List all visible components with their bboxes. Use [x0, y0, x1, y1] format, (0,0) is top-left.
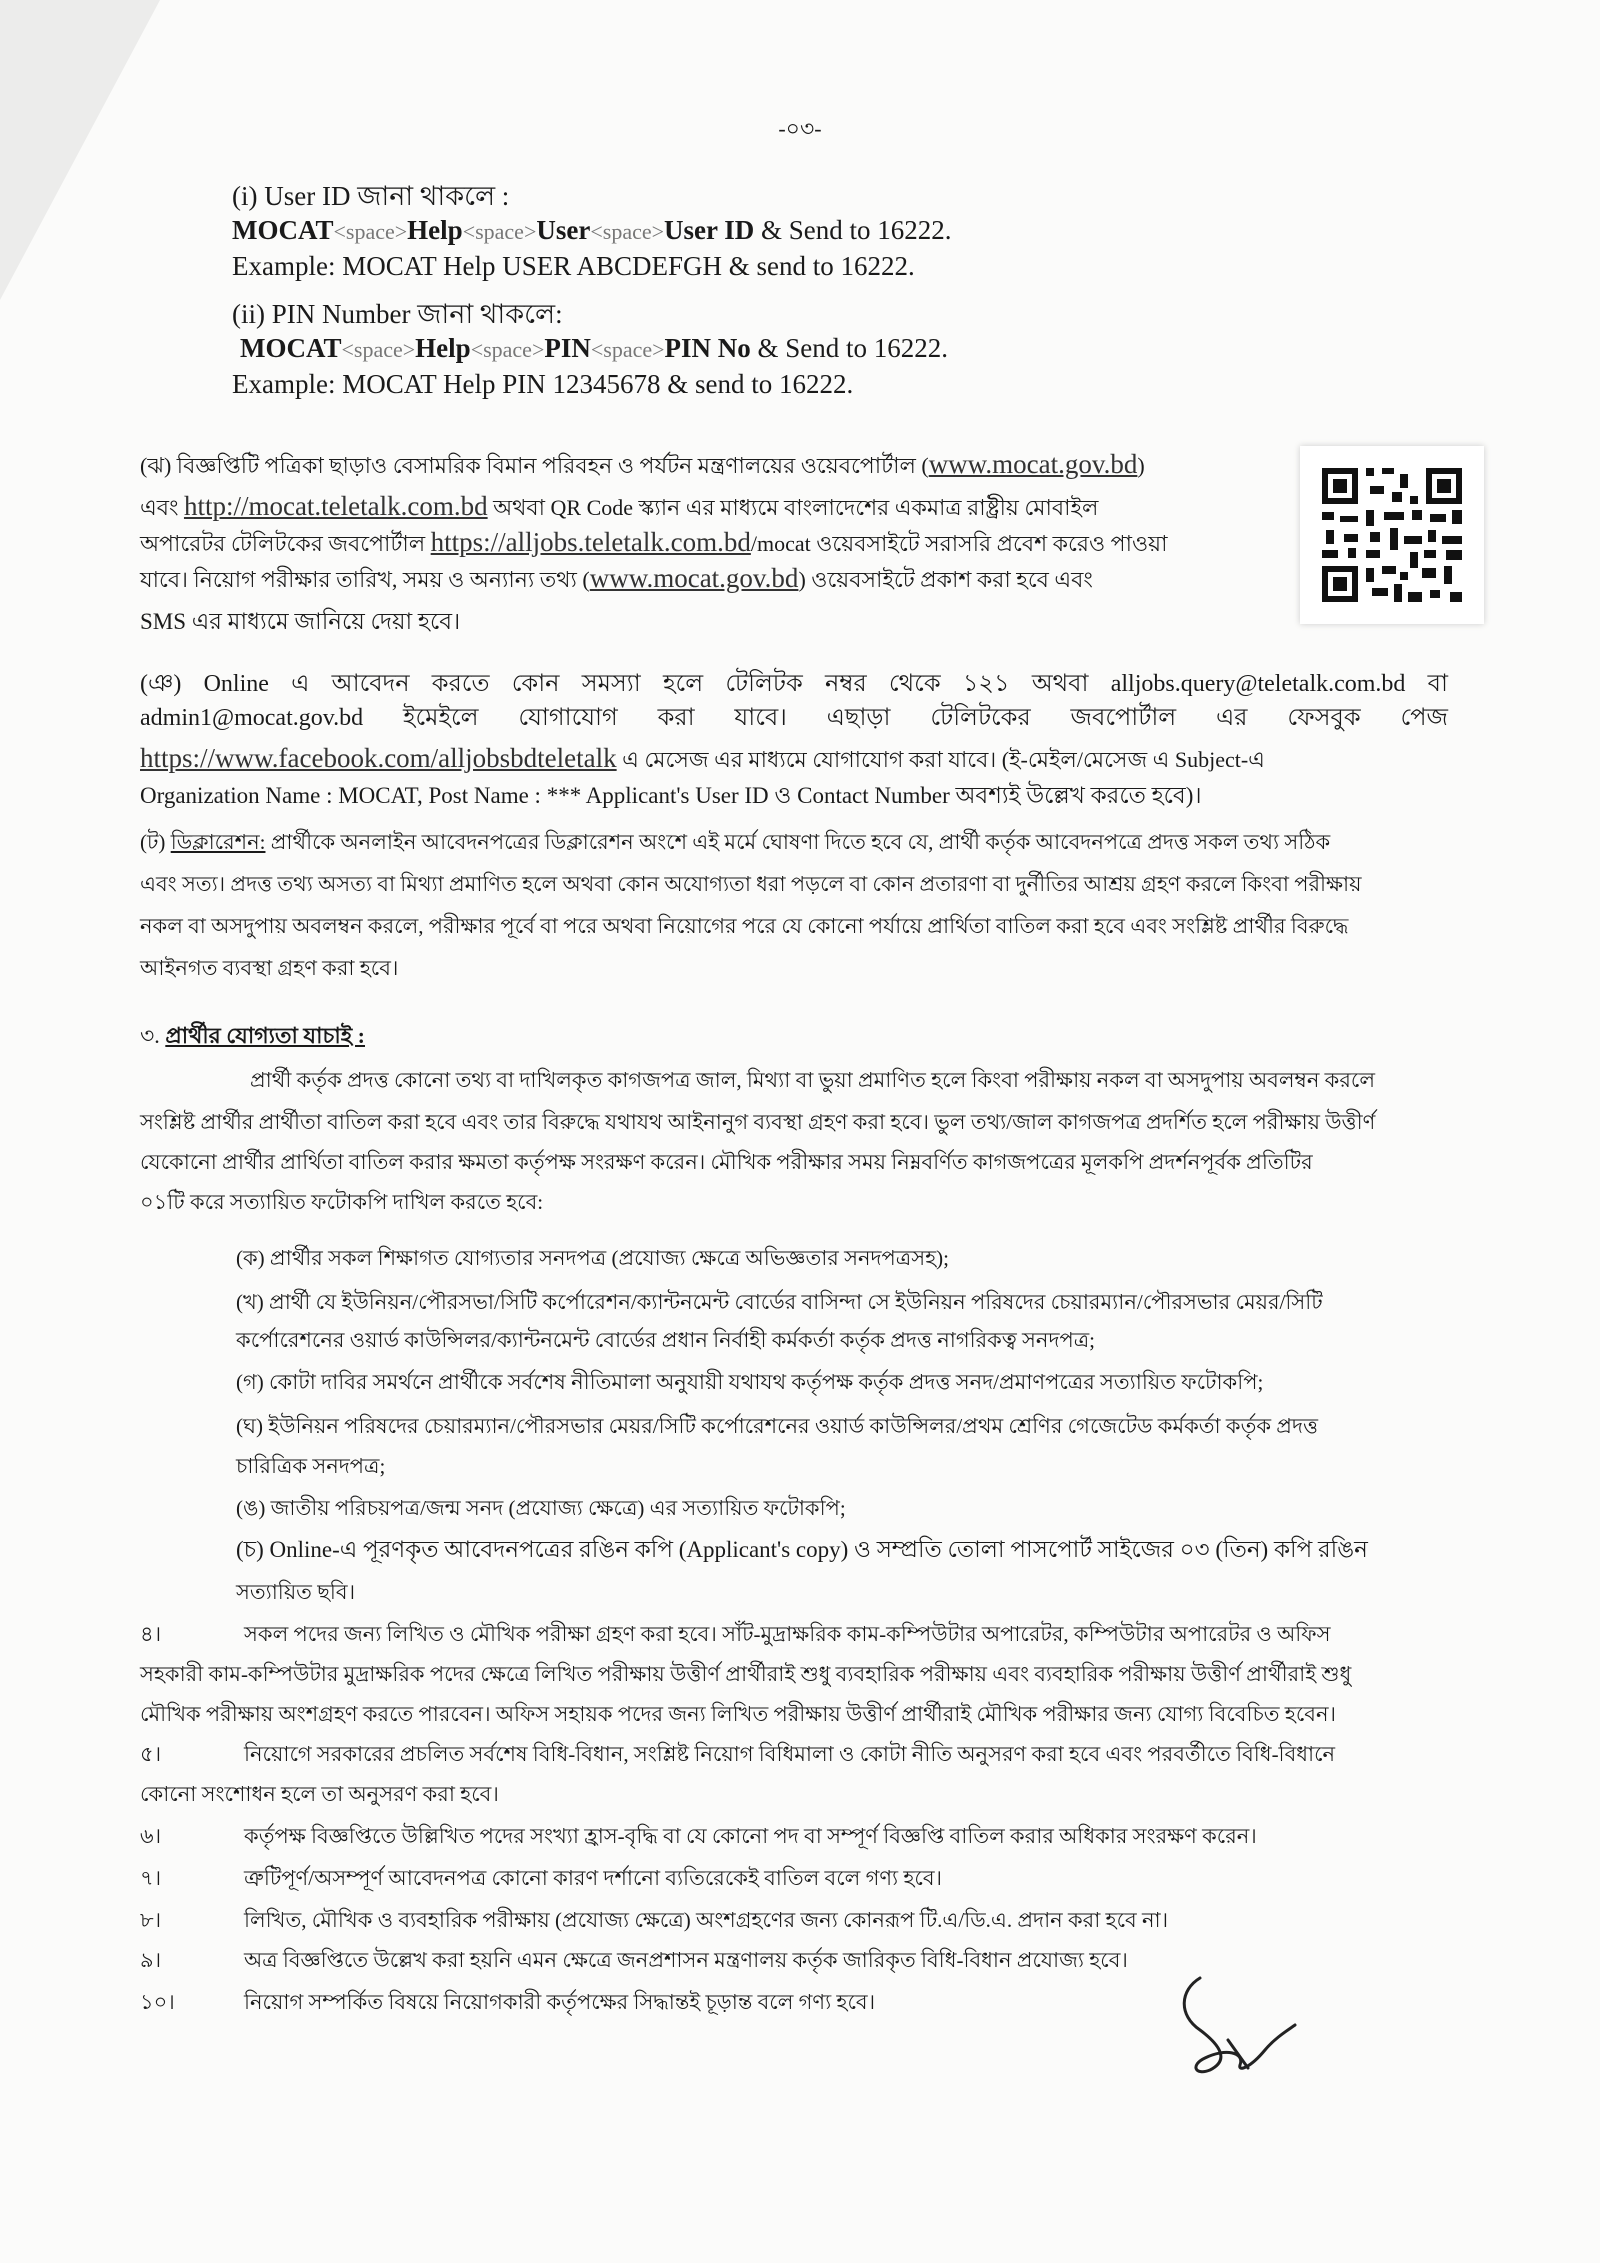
sms-space: <space> [341, 337, 416, 362]
ta-line-3: নকল বা অসদুপায় অবলম্বন করলে, পরীক্ষার পূর্বে বা পরে অথবা নিয়োগের পরে যে কোনো পর্যায়ে প্রার্থিতা বাতিল করা হবে এবং সংশ্লিষ্ট প্রার্থীর বিরুদ্ধে [140, 914, 1349, 938]
document-list-item: চারিত্রিক সনদপত্র; [236, 1454, 386, 1478]
signature [1170, 1970, 1300, 2080]
alljobs-link[interactable]: https://alljobs.teletalk.com.bd [430, 527, 751, 557]
item-number-6: ৬। [140, 1824, 162, 1848]
facebook-page-link[interactable]: https://www.facebook.com/alljobsbdteletalk [140, 743, 617, 773]
document-list-item: (ঘ) ইউনিয়ন পরিষদের চেয়ারম্যান/পৌরসভার মেয়র/সিটি কর্পোরেশনের ওয়ার্ড কাউন্সিলর/প্রথম শ্রেণির গেজেটেড কর্মকর্তা কর্তৃক প্রদত্ত [236, 1414, 1319, 1438]
nya-line-1: (ঞ) Online এ আবেদন করতে কোন সমস্যা হলে টেলিটক নম্বর থেকে ১২১ অথবা alljobs.query@teletalk.com.bd বা [140, 671, 1448, 697]
nya-line-3 [140, 740, 1265, 778]
sms-user-id-label: (i) User ID জানা থাকলে : [232, 181, 510, 211]
declaration-heading: ডিক্লারেশন: [170, 830, 266, 854]
item-4-line-3: মৌখিক পরীক্ষায় অংশগ্রহণ করতে পারবেন। অফিস সহায়ক পদের জন্য লিখিত পরীক্ষায় উত্তীর্ণ প্রার্থীরাই মৌখিক পরীক্ষার জন্য যোগ্য বিবেচিত হবেন। [140, 1702, 1337, 1726]
section-3-para-2: সংশ্লিষ্ট প্রার্থীর প্রার্থীতা বাতিল করা হবে এবং তার বিরুদ্ধে যথাযথ আইনানুগ ব্যবস্থা গ্রহণ করা হবে। ভুল তথ্য/জাল কাগজপত্র প্রদর্শিত হলে পরীক্ষায় উত্তীর্ণ [140, 1110, 1376, 1134]
sms-user: User [536, 215, 591, 245]
jha-line-5: SMS এর মাধ্যমে জানিয়ে দেয়া হবে। [140, 609, 461, 634]
teletalk-mocat-link[interactable]: http://mocat.teletalk.com.bd [183, 491, 488, 521]
ta-prefix: (ট) [140, 830, 171, 854]
jha-line-1 [140, 446, 1145, 484]
sms-send: & Send to 16222. [750, 333, 949, 363]
jha-text: /mocat ওয়েবসাইটে সরাসরি প্রবেশ করেও পাওয়া [750, 531, 1168, 556]
sms-pin-no: PIN No [664, 333, 751, 363]
sms-pin-example: Example: MOCAT Help PIN 12345678 & send to 16222. [232, 369, 854, 399]
sms-pin: PIN [544, 333, 591, 363]
section-3-para-3: যেকোনো প্রার্থীর প্রার্থিতা বাতিল করার ক্ষমতা কর্তৃপক্ষ সংরক্ষণ করেন। মৌখিক পরীক্ষার সময় নিম্নবর্ণিত কাগজপত্রের মূলকপি প্রদর্শনপূর্বক প্রতিটির [140, 1150, 1313, 1174]
item-7-text: ত্রুটিপূর্ণ/অসম্পূর্ণ আবেদনপত্র কোনো কারণ দর্শানো ব্যতিরেকেই বাতিল বলে গণ্য হবে। [244, 1866, 943, 1890]
sms-help: Help [415, 333, 471, 363]
item-6-text: কর্তৃপক্ষ বিজ্ঞপ্তিতে উল্লিখিত পদের সংখ্যা হ্রাস-বৃদ্ধি বা যে কোনো পদ বা সম্পূর্ণ বিজ্ঞপ্তি বাতিল করার অধিকার সংরক্ষণ করেন। [244, 1824, 1257, 1848]
ta-line-1 [140, 824, 1330, 860]
jha-text: ) [1137, 453, 1145, 478]
sms-space: <space> [470, 337, 545, 362]
nya-line-4: Organization Name : MOCAT, Post Name : *** Applicant's User ID ও Contact Number অবশ্যই উল্লেখ করতে হবে)। [140, 783, 1202, 808]
section-3-heading [140, 1018, 365, 1054]
sms-help: Help [407, 215, 463, 245]
jha-text: (ঝ) বিজ্ঞপ্তিটি পত্রিকা ছাড়াও বেসামরিক বিমান পরিবহন ও পর্যটন মন্ত্রণালয়ের ওয়েবপোর্টাল ( [140, 453, 929, 478]
sms-send: & Send to 16222. [754, 215, 952, 245]
sms-pin-label: (ii) PIN Number জানা থাকলে: [232, 299, 563, 329]
item-number-5: ৫। [140, 1742, 162, 1766]
jha-text: অথবা QR Code স্ক্যান এর মাধ্যমে বাংলাদেশের একমাত্র রাষ্ট্রীয় মোবাইল [487, 495, 1099, 520]
jha-text: এবং [140, 495, 184, 520]
sms-user-id-example: Example: MOCAT Help USER ABCDEFGH & send to 16222. [232, 251, 915, 281]
sms-mocat: MOCAT [232, 215, 334, 245]
item-number-8: ৮। [140, 1908, 162, 1932]
jha-text: যাবে। নিয়োগ পরীক্ষার তারিখ, সময় ও অন্যান্য তথ্য ( [140, 567, 590, 592]
mocat-website-link[interactable]: www.mocat.gov.bd [928, 449, 1138, 479]
document-list-item: (ঙ) জাতীয় পরিচয়পত্র/জন্ম সনদ (প্রযোজ্য ক্ষেত্রে) এর সত্যায়িত ফটোকপি; [236, 1496, 846, 1520]
item-number-10: ১০। [140, 1990, 175, 2014]
ta-line-4: আইনগত ব্যবস্থা গ্রহণ করা হবে। [140, 956, 399, 980]
document-list-item: সত্যায়িত ছবি। [236, 1580, 356, 1604]
item-8-text: লিখিত, মৌখিক ও ব্যবহারিক পরীক্ষায় (প্রযোজ্য ক্ষেত্রে) অংশগ্রহণের জন্য কোনরূপ টি.এ/ডি.এ. প্রদান করা হবে না। [244, 1908, 1169, 1932]
document-list-item: কর্পোরেশনের ওয়ার্ড কাউন্সিলর/ক্যান্টনমেন্ট বোর্ডের প্রধান নির্বাহী কর্মকর্তা কর্তৃক প্রদত্ত নাগরিকত্ব সনদপত্র; [236, 1328, 1096, 1352]
qr-code[interactable] [1300, 446, 1484, 624]
item-10-text: নিয়োগ সম্পর্কিত বিষয়ে নিয়োগকারী কর্তৃপক্ষের সিদ্ধান্তই চূড়ান্ত বলে গণ্য হবে। [244, 1990, 876, 2014]
sms-space: <space> [462, 219, 537, 244]
sms-user-id: User ID [664, 215, 755, 245]
item-4-line-2: সহকারী কাম-কম্পিউটার মুদ্রাক্ষরিক পদের ক্ষেত্রে লিখিত পরীক্ষায় উত্তীর্ণ প্রার্থীরাই শুধু ব্যবহারিক পরীক্ষায় এবং ব্যবহারিক পরীক্ষায় উত্তীর্ণ প্রার্থীরাই শুধু [140, 1662, 1352, 1686]
section-number: ৩. [140, 1023, 166, 1048]
sms-pin-format [240, 330, 948, 368]
item-number-4: ৪। [140, 1622, 162, 1646]
jha-line-3 [140, 524, 1167, 562]
ta-text: প্রার্থীকে অনলাইন আবেদনপত্রের ডিক্লারেশন অংশে এই মর্মে ঘোষণা দিতে হবে যে, প্রার্থী কর্তৃক আবেদনপত্রে প্রদত্ত সকল তথ্য সঠিক [265, 830, 1331, 854]
section-3-para-4: ০১টি করে সত্যায়িত ফটোকপি দাখিল করতে হবে: [140, 1190, 544, 1214]
jha-line-2 [140, 488, 1098, 526]
item-number-9: ৯। [140, 1948, 162, 1972]
page-number: -০৩- [778, 116, 822, 141]
jha-text: অপারেটর টেলিটকের জবপোর্টাল [140, 531, 431, 556]
nya-line-2: admin1@mocat.gov.bd ইমেইলে যোগাযোগ করা যাবে। এছাড়া টেলিটকের জবপোর্টাল এর ফেসবুক পেজ [140, 705, 1448, 731]
section-3-para-1: প্রার্থী কর্তৃক প্রদত্ত কোনো তথ্য বা দাখিলকৃত কাগজপত্র জাল, মিথ্যা বা ভুয়া প্রমাণিত হলে কিংবা পরীক্ষায় নকল বা অসদুপায় অবলম্বন করলে [250, 1068, 1375, 1092]
document-list-item: (চ) Online-এ পূরণকৃত আবেদনপত্রের রঙিন কপি (Applicant's copy) ও সম্প্রতি তোলা পাসপোর্ট সাইজের ০৩ (তিন) কপি রঙিন [236, 1537, 1368, 1562]
item-5-line-2: কোনো সংশোধন হলে তা অনুসরণ করা হবে। [140, 1782, 499, 1806]
sms-mocat: MOCAT [240, 333, 342, 363]
mocat-website-link[interactable]: www.mocat.gov.bd [589, 563, 799, 593]
document-list-item: (খ) প্রার্থী যে ইউনিয়ন/পৌরসভা/সিটি কর্পোরেশন/ক্যান্টনমেন্ট বোর্ডের বাসিন্দা সে ইউনিয়ন পরিষদের চেয়ারম্যান/পৌরসভার মেয়র/সিটি [236, 1290, 1323, 1314]
jha-line-4 [140, 560, 1093, 598]
qr-code-image [1300, 446, 1484, 624]
sms-user-id-format [232, 212, 952, 250]
sms-space: <space> [590, 337, 665, 362]
item-4-line-1: সকল পদের জন্য লিখিত ও মৌখিক পরীক্ষা গ্রহণ করা হবে। সাঁট-মুদ্রাক্ষরিক কাম-কম্পিউটার অপারেটর, কম্পিউটার অপারেটর ও অফিস [244, 1622, 1331, 1646]
document-list-item: (ক) প্রার্থীর সকল শিক্ষাগত যোগ্যতার সনদপত্র (প্রযোজ্য ক্ষেত্রে অভিজ্ঞতার সনদপত্রসহ); [236, 1246, 949, 1270]
item-9-text: অত্র বিজ্ঞপ্তিতে উল্লেখ করা হয়নি এমন ক্ষেত্রে জনপ্রশাসন মন্ত্রণালয় কর্তৃক জারিকৃত বিধি-বিধান প্রযোজ্য হবে। [244, 1948, 1128, 1972]
page-fold-corner [0, 0, 160, 300]
item-5-line-1: নিয়োগে সরকারের প্রচলিত সর্বশেষ বিধি-বিধান, সংশ্লিষ্ট নিয়োগ বিধিমালা ও কোটা নীতি অনুসরণ করা হবে এবং পরবর্তীতে বিধি-বিধানে [244, 1742, 1336, 1766]
sms-space: <space> [590, 219, 665, 244]
jha-text: ) ওয়েবসাইটে প্রকাশ করা হবে এবং [798, 567, 1093, 592]
sms-space: <space> [333, 219, 408, 244]
nya-text: এ মেসেজ এর মাধ্যমে যোগাযোগ করা যাবে। (ই-মেইল/মেসেজ এ Subject-এ [616, 747, 1265, 772]
document-list-item: (গ) কোটা দাবির সমর্থনে প্রার্থীকে সর্বশেষ নীতিমালা অনুযায়ী যথাযথ কর্তৃপক্ষ কর্তৃক প্রদত্ত সনদ/প্রমাণপত্রের সত্যায়িত ফটোকপি; [236, 1370, 1264, 1394]
item-number-7: ৭। [140, 1866, 162, 1890]
section-3-title: প্রার্থীর যোগ্যতা যাচাই : [165, 1023, 365, 1048]
ta-line-2: এবং সত্য। প্রদত্ত তথ্য অসত্য বা মিথ্যা প্রমাণিত হলে অথবা কোন অযোগ্যতা ধরা পড়লে বা কোন প্রতারণা বা দুর্নীতির আশ্রয় গ্রহণ করলে কিংবা পরীক্ষায় [140, 872, 1362, 896]
